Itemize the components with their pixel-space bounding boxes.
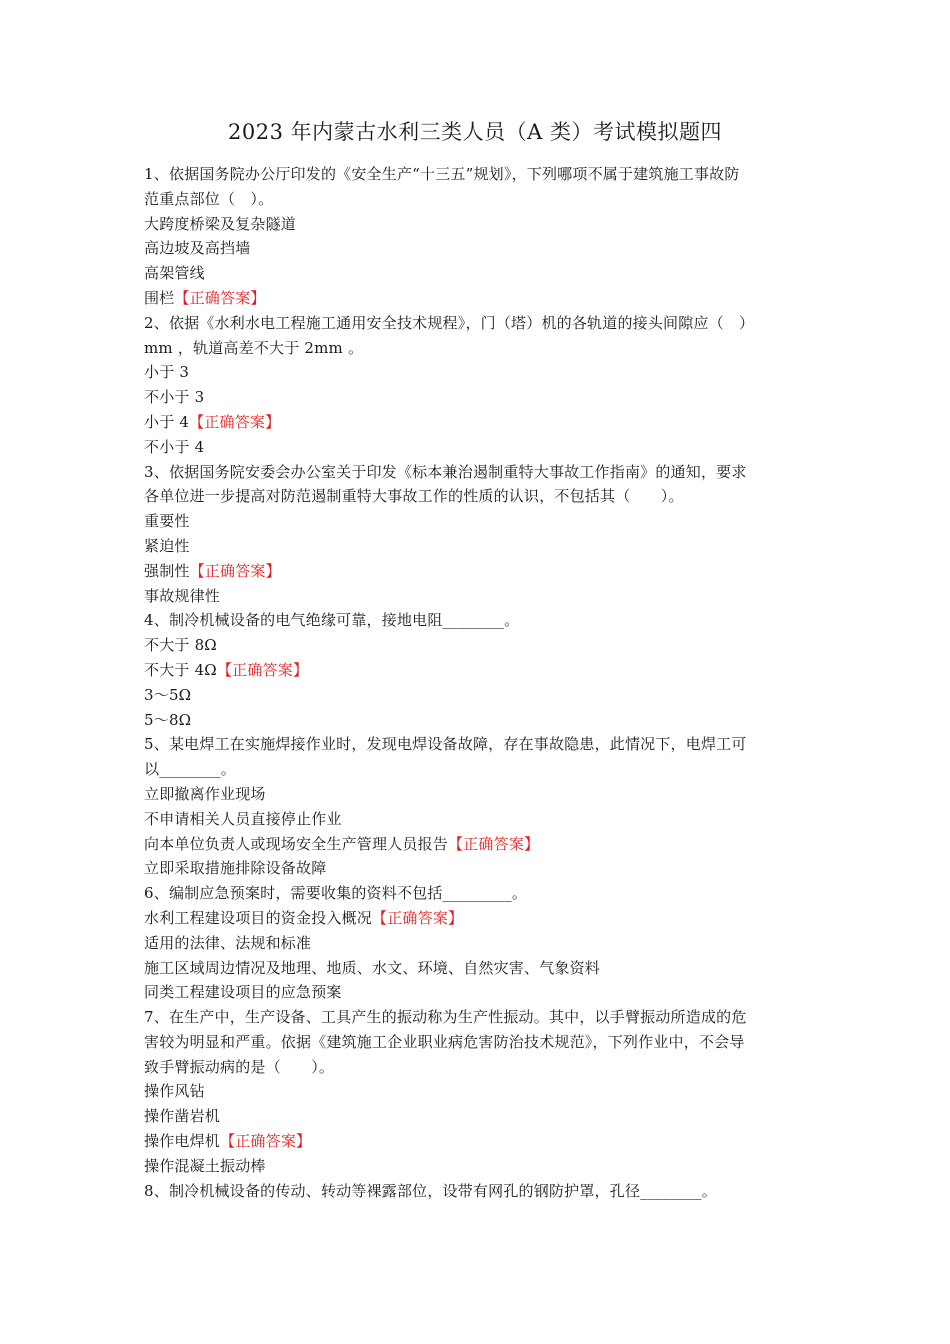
correct-answer-mark: 【正确答案】	[189, 412, 281, 431]
answer-option-text: 立即撤离作业现场	[144, 784, 266, 803]
question-text-line: 5、某电焊工在实施焊接作业时，发现电焊设备故障，存在事故隐患，此情况下，电焊工可	[144, 735, 747, 754]
question-list	[144, 162, 810, 1203]
question-text-line: 7、在生产中，生产设备、工具产生的振动称为生产性振动。其中，以手臂振动所造成的危	[144, 1008, 747, 1027]
question-text-line: 3、依据国务院安委会办公室关于印发《标本兼治遏制重特大事故工作指南》的通知，要求	[144, 462, 747, 481]
question-text-line: 害较为明显和严重。依据《建筑施工企业职业病危害防治技术规范》，下列作业中，不会导	[144, 1032, 745, 1051]
answer-option	[144, 236, 810, 261]
answer-option-text: 不小于 3	[144, 388, 205, 407]
answer-option-text: 操作混凝土振动棒	[144, 1156, 266, 1175]
question-block	[144, 460, 810, 609]
answer-option	[144, 1104, 810, 1129]
answer-option	[144, 906, 810, 931]
correct-answer-mark: 【正确答案】	[216, 660, 309, 679]
answer-option-text: 水利工程建设项目的资金投入概况	[144, 908, 373, 927]
answer-option-text: 小于 4	[144, 412, 190, 431]
answer-option	[144, 1079, 810, 1104]
question-block	[144, 1005, 810, 1179]
question-text-line: 以________。	[144, 760, 237, 779]
answer-option-text: 紧迫性	[144, 536, 190, 555]
answer-option-text: 不大于 4Ω	[144, 660, 217, 679]
question-block	[144, 608, 810, 732]
answer-option-text: 小于 3	[144, 363, 190, 382]
answer-option-text: 同类工程建设项目的应急预案	[144, 983, 342, 1002]
answer-option	[144, 360, 810, 385]
answer-option	[144, 385, 810, 410]
answer-option	[144, 1129, 810, 1154]
answer-option	[144, 658, 810, 683]
answer-option	[144, 856, 810, 881]
question-block	[144, 881, 810, 1005]
answer-option	[144, 931, 810, 956]
question-text-line: 1、依据国务院办公厅印发的《安全生产“十三五”规划》，下列哪项不属于建筑施工事故防	[144, 165, 740, 183]
answer-option-text: 操作风钻	[144, 1082, 205, 1101]
answer-option-text: 事故规律性	[144, 586, 221, 605]
answer-option-text: 高架管线	[144, 264, 205, 283]
answer-option-text: 不大于 8Ω	[144, 636, 217, 655]
answer-option	[144, 410, 810, 435]
answer-option	[144, 832, 810, 857]
question-block	[144, 1179, 810, 1204]
question-block	[144, 311, 810, 460]
answer-option-text: 强制性	[144, 561, 190, 580]
answer-option-text: 重要性	[144, 512, 190, 531]
answer-option-text: 向本单位负责人或现场安全生产管理人员报告	[144, 834, 449, 853]
answer-option	[144, 807, 810, 832]
answer-option	[144, 261, 810, 286]
answer-option	[144, 212, 810, 237]
answer-option-text: 围栏	[144, 288, 175, 307]
question-block	[144, 732, 810, 881]
answer-option-text: 操作电焊机	[144, 1132, 221, 1151]
correct-answer-mark: 【正确答案】	[220, 1132, 312, 1151]
answer-option	[144, 559, 810, 584]
correct-answer-mark: 【正确答案】	[189, 561, 281, 580]
correct-answer-mark: 【正确答案】	[448, 834, 540, 853]
answer-option	[144, 708, 810, 733]
question-text-line: 各单位进一步提高对防范遏制重特大事故工作的性质的认识，不包括其（ ）。	[144, 487, 684, 506]
answer-option	[144, 633, 810, 658]
answer-option	[144, 782, 810, 807]
answer-option	[144, 509, 810, 534]
answer-option-text: 5～8Ω	[144, 710, 192, 729]
question-text-line: 6、编制应急预案时，需要收集的资料不包括_________。	[144, 884, 528, 903]
answer-option	[144, 584, 810, 609]
answer-option-text: 立即采取措施排除设备故障	[144, 859, 327, 878]
answer-option	[144, 286, 810, 311]
answer-option-text: 适用的法律、法规和标准	[144, 933, 312, 952]
question-text-line: 8、制冷机械设备的传动、转动等裸露部位，设带有网孔的钢防护罩，孔径________。	[144, 1181, 717, 1200]
answer-option	[144, 534, 810, 559]
answer-option-text: 操作凿岩机	[144, 1107, 221, 1126]
answer-option	[144, 683, 810, 708]
answer-option-text: 大跨度桥梁及复杂隧道	[144, 214, 297, 233]
answer-option-text: 高边坡及高挡墙	[144, 239, 251, 258]
answer-option	[144, 980, 810, 1005]
answer-option	[144, 1154, 810, 1179]
question-block	[144, 162, 810, 311]
answer-option	[144, 956, 810, 981]
question-text-line: 4、制冷机械设备的电气绝缘可靠，接地电阻________。	[144, 611, 520, 630]
answer-option	[144, 435, 810, 460]
question-text-line: 致手臂振动病的是（ ）。	[144, 1057, 335, 1076]
question-text-line: 范重点部位（ ）。	[144, 189, 274, 208]
question-text-line: 2、依据《水利水电工程施工通用安全技术规程》，门（塔）机的各轨道的接头间隙应（ ）	[144, 313, 755, 332]
answer-option-text: 不申请相关人员直接停止作业	[144, 809, 342, 828]
document-title: 2023 年内蒙古水利三类人员（A 类）考试模拟题四	[228, 120, 722, 144]
correct-answer-mark: 【正确答案】	[372, 908, 464, 927]
correct-answer-mark: 【正确答案】	[174, 288, 266, 307]
answer-option-text: 施工区域周边情况及地理、地质、水文、环境、自然灾害、气象资料	[144, 958, 601, 977]
answer-option-text: 不小于 4	[144, 437, 205, 456]
answer-option-text: 3～5Ω	[144, 685, 192, 704]
question-text-line: mm ，轨道高差不大于 2mm 。	[144, 338, 364, 357]
